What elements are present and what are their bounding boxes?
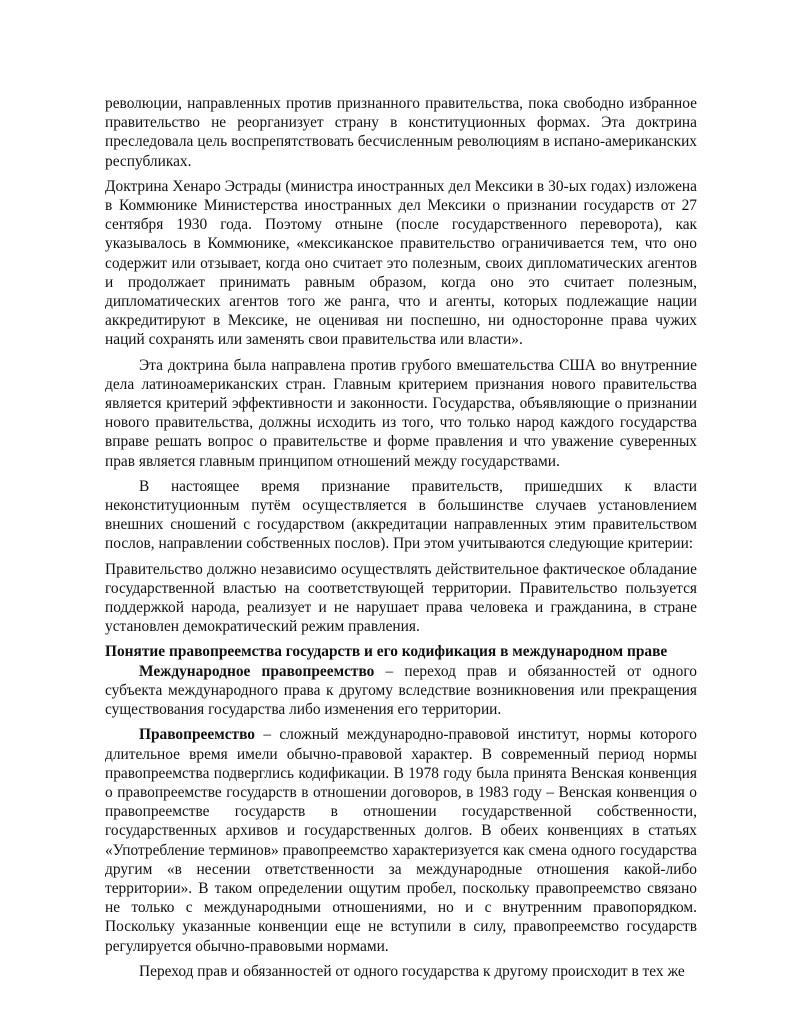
- definition-succession: – сложный международно-правовой институт, нормы которого длительное время имели обычно-правовой характер. В современный период нормы правопреемства подверглись кодификации. В 1978 году была принята Венская конвенция о правопреемстве государств в отношении договоров, в 1983 году – Венская конвенция о правопреемстве государств в отношении государственной собственности, государственных архивов и государственных долгов. В обеих конвенциях в статьях «Употребление терминов» правопреемство характеризуется как смена одного государства другим «в несении ответственности за международные отношения какой-либо территории». В таком определении ощутим пробел, поскольку правопреемство связано не только с международными отношениями, но и с внутренним правопорядком. Поскольку указанные конвенции еще не вступили в силу, правопреемство государств регулируется обычно-правовыми нормами.: [105, 726, 697, 955]
- paragraph-current-recognition: В настоящее время признание правительств, пришедших к власти неконституционным путём осуществляется в большинстве случаев установлением внешних сношений с государством (аккредитации направленных этим правительством послов, направлении собственных послов). При этом учитываются следующие критерии:: [105, 477, 697, 553]
- paragraph-international-succession: [105, 662, 697, 720]
- term-succession: Правопреемство: [139, 726, 255, 744]
- paragraph-revolutions: революции, направленных против признанного правительства, пока свободно избранное правительство не реорганизует страну в конституционных формах. Эта доктрина преследовала цель воспрепятствовать бесчисленным революциям в испано-американских республиках.: [105, 95, 697, 170]
- paragraph-transfer: Переход прав и обязанностей от одного государства к другому происходит в тех же: [139, 962, 685, 980]
- section-heading: Понятие правопреемства государств и его кодификация в международном праве: [105, 643, 668, 661]
- paragraph-estrada-doctrine: Доктрина Хенаро Эстрады (министра иностранных дел Мексики в 30-ых годах) изложена в Коммюнике Министерства иностранных дел Мексики о признании государств от 27 сентября 1930 года. Поэтому отныне (после государственного переворота), как указывалось в Коммюнике, «мексиканское правительство ограничивается тем, что оно содержит или отзывает, когда оно считает это полезным, своих дипломатических агентов и продолжает принимать равным образом, когда оно это считает полезным, дипломатических агентов того же ранга, что и агенты, которых подлежащие нации аккредитируют в Мексике, не оценивая ни поспешно, ни односторонне права чужих наций сохранять или заменять свои правительства или власти».: [105, 177, 697, 349]
- paragraph-succession: [105, 725, 697, 955]
- definition-international-succession: – переход прав и обязанностей от одного субъекта международного права к другому вследствие возникновения или прекращения существования государства либо изменения его территории.: [105, 662, 697, 719]
- term-international-succession: Международное правопреемство: [139, 662, 375, 680]
- paragraph-criteria: Правительство должно независимо осуществлять действительное фактическое обладание государственной властью на соответствующей территории. Правительство пользуется поддержкой народа, реализует и не нарушает права человека и гражданина, в стране установлен демократический режим правления.: [105, 560, 697, 636]
- document-page: [105, 94, 697, 981]
- paragraph-doctrine-aim: Эта доктрина была направлена против грубого вмешательства США во внутренние дела латиноамериканских стран. Главным критерием признания нового правительства является критерий эффективности и законности. Государства, объявляющие о признании нового правительства, должны исходить из того, что только народ каждого государства вправе решать вопрос о правительстве и форме правления и что уважение суверенных прав является главным принципом отношений между государствами.: [105, 356, 697, 470]
